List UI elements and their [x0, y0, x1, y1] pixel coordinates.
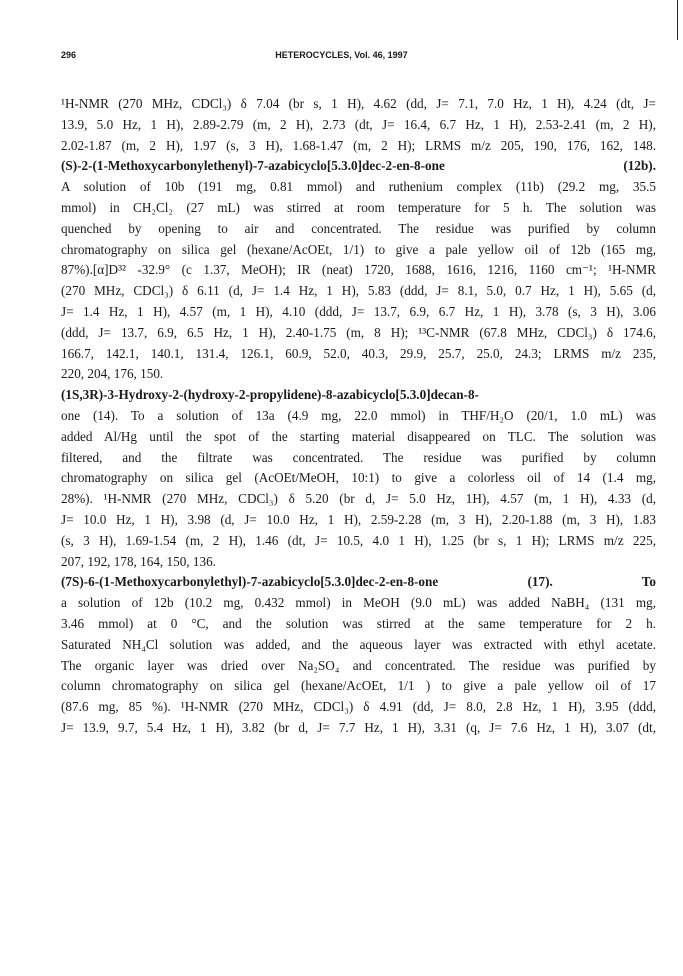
- body-line: 87%).[α]D³² -32.9° (c 1.37, MeOH); IR (neat) 1720, 1688, 1616, 1216, 1160 cm⁻¹; ¹H-NMR: [61, 262, 656, 278]
- article-body: [61, 94, 656, 739]
- body-line: chromatography on silica gel (hexane/AcOEt, 1/1) to give a pale yellow oil of 12b (165 mg,: [61, 241, 656, 257]
- body-line: The organic layer was dried over Na₂SO₄ and concentrated. The residue was purified by: [61, 657, 656, 673]
- body-line: 13.9, 5.0 Hz, 1 H), 2.89-2.79 (m, 2 H), 2.73 (dt, J= 16.4, 6.7 Hz, 1 H), 2.53-2.41 (m, 2 H),: [61, 116, 656, 132]
- body-line: chromatography on silica gel (AcOEt/MeOH, 10:1) to give a colorless oil of 14 (1.4 mg,: [61, 470, 656, 486]
- body-line: (270 MHz, CDCl₃) δ 6.11 (d, J= 1.4 Hz, 1 H), 5.83 (ddd, J= 8.1, 5.0, 0.7 Hz, 1 H), 5.65 (d,: [61, 283, 656, 299]
- body-line: J= 13.9, 9.7, 5.4 Hz, 1 H), 3.82 (br d, J= 7.7 Hz, 1 H), 3.31 (q, J= 7.6 Hz, 1 H), 3.07 (dt,: [61, 719, 656, 735]
- body-line: J= 10.0 Hz, 1 H), 3.98 (d, J= 10.0 Hz, 1 H), 2.59-2.28 (m, 3 H), 2.20-1.88 (m, 3 H), 1.83: [61, 511, 656, 527]
- journal-title: HETEROCYCLES, Vol. 46, 1997: [275, 50, 408, 60]
- running-header: [61, 50, 622, 64]
- body-line: 207, 192, 178, 164, 150, 136.: [61, 553, 216, 569]
- body-line: 3.46 mmol) at 0 °C, and the solution was stirred at the same temperature for 2 h.: [61, 615, 656, 631]
- body-line: a solution of 12b (10.2 mg, 0.432 mmol) in MeOH (9.0 mL) was added NaBH₄ (131 mg,: [61, 595, 656, 611]
- body-line: 220, 204, 176, 150.: [61, 366, 164, 382]
- body-line: (ddd, J= 13.7, 6.9, 6.5 Hz, 1 H), 2.40-1.75 (m, 8 H); ¹³C-NMR (67.8 MHz, CDCl₃) δ 174.6,: [61, 324, 656, 340]
- compound-heading-17: (7S)-6-(1-Methoxycarbonylethyl)-7-azabicyclo[5.3.0]dec-2-en-8-one (17). To: [61, 574, 656, 590]
- page-number: 296: [61, 50, 77, 60]
- body-line: column chromatography on silica gel (hexane/AcOEt, 1/1 ) to give a pale yellow oil of 17: [61, 678, 656, 694]
- compound-heading-14: (1S,3R)-3-Hydroxy-2-(hydroxy-2-propylidene)-8-azabicyclo[5.3.0]decan-8-: [61, 387, 479, 403]
- body-line: ¹H-NMR (270 MHz, CDCl₃) δ 7.04 (br s, 1 H), 4.62 (dd, J= 7.1, 7.0 Hz, 1 H), 4.24 (dt, J=: [61, 96, 656, 111]
- body-line: J= 1.4 Hz, 1 H), 4.57 (m, 1 H), 4.10 (ddd, J= 13.7, 6.9, 6.7 Hz, 1 H), 3.78 (s, 3 H), 3.06: [61, 303, 656, 319]
- body-line: Saturated NH₄Cl solution was added, and the aqueous layer was extracted with ethyl acetate.: [61, 636, 656, 652]
- body-line: one (14). To a solution of 13a (4.9 mg, 22.0 mmol) in THF/H₂O (20/1, 1.0 mL) was: [61, 407, 656, 423]
- body-line: A solution of 10b (191 mg, 0.81 mmol) and ruthenium complex (11b) (29.2 mg, 35.5: [61, 179, 656, 195]
- body-line: mmol) in CH₂Cl₂ (27 mL) was stirred at room temperature for 5 h. The solution was: [61, 199, 656, 215]
- body-line: quenched by opening to air and concentrated. The residue was purified by column: [61, 220, 656, 236]
- body-line: (s, 3 H), 1.69-1.54 (m, 2 H), 1.46 (dt, J= 10.5, 4.0 1 H), 1.25 (br s, 1 H); LRMS m/z 225,: [61, 532, 656, 548]
- body-line: (87.6 mg, 85 %). ¹H-NMR (270 MHz, CDCl₃) δ 4.91 (dd, J= 8.0, 2.8 Hz, 1 H), 3.95 (ddd,: [61, 699, 656, 715]
- body-line: filtered, and the filtrate was concentrated. The residue was purified by column: [61, 449, 656, 465]
- body-line: 166.7, 142.1, 140.1, 131.4, 126.1, 60.9, 52.0, 40.3, 29.9, 25.7, 25.0, 24.3; LRMS m/z 235,: [61, 345, 656, 361]
- compound-heading-12b: (S)-2-(1-Methoxycarbonylethenyl)-7-azabicyclo[5.3.0]dec-2-en-8-one (12b).: [61, 158, 656, 174]
- page-edge-line: [677, 0, 678, 40]
- body-line: 2.02-1.87 (m, 2 H), 1.97 (s, 3 H), 1.68-1.47 (m, 2 H); LRMS m/z 205, 190, 176, 162, 148.: [61, 137, 656, 153]
- body-line: added Al/Hg until the spot of the starting material disappeared on TLC. The solution was: [61, 428, 656, 444]
- body-line: 28%). ¹H-NMR (270 MHz, CDCl₃) δ 5.20 (br d, J= 5.0 Hz, 1H), 4.57 (m, 1 H), 4.33 (d,: [61, 491, 656, 507]
